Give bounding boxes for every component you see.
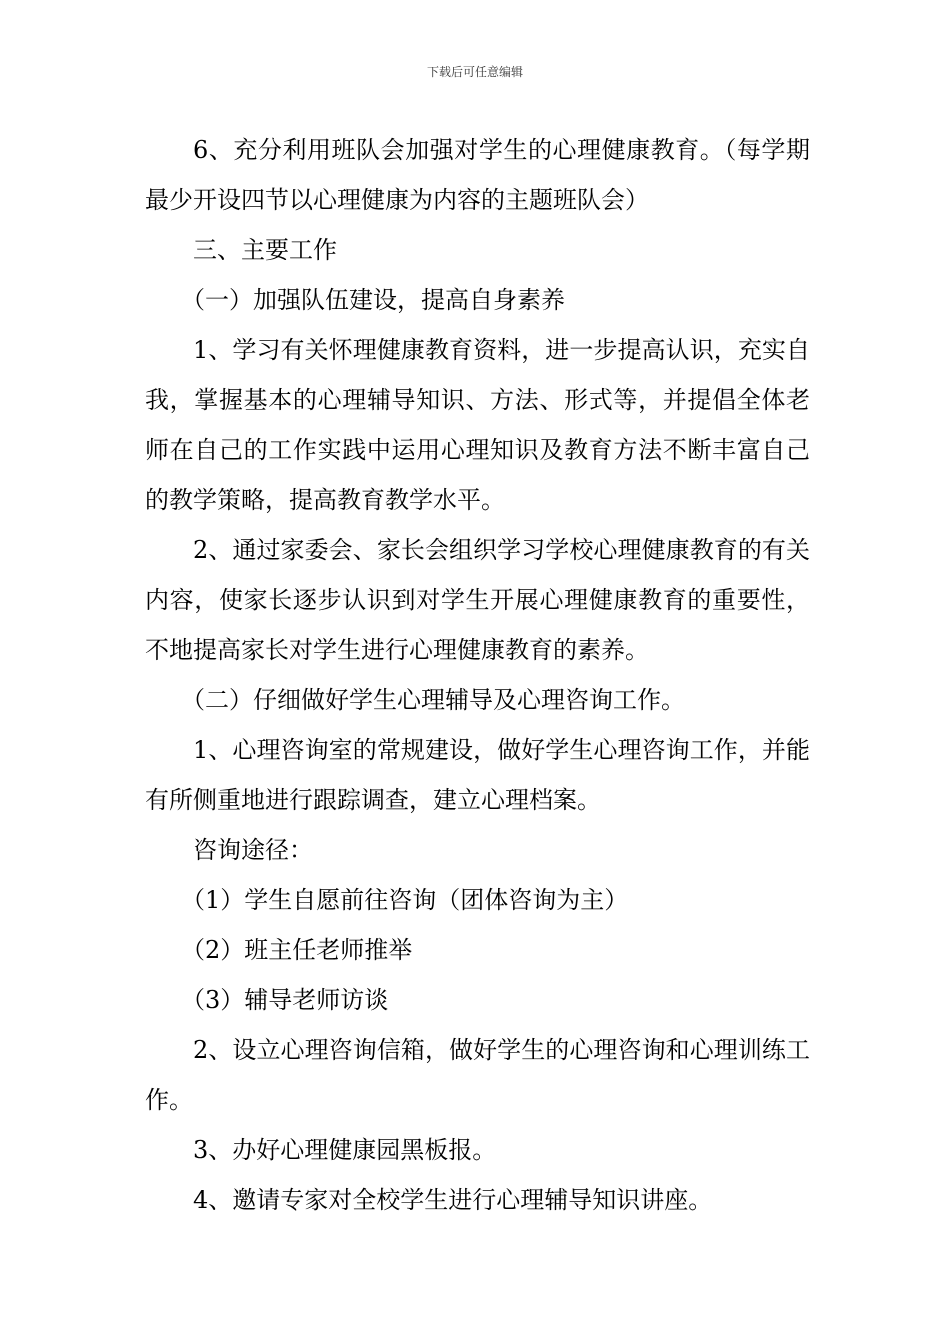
paragraph-expert-lecture: 4、邀请专家对全校学生进行心理辅导知识讲座。 (193, 1186, 713, 1214)
paragraph-parent-committee: 2、通过家委会、家长会组织学习学校心理健康教育的有关内容，使家长逐步认识到对学生开展心理健康教育的重要性，不地提高家长对学生进行心理健康教育的素养。 (145, 536, 810, 664)
subsection-heading-counseling-work: （二）仔细做好学生心理辅导及心理咨询工作。 (181, 686, 685, 714)
paragraph-counseling-channels-label: 咨询途径： (193, 836, 313, 864)
paragraph-blackboard: 3、办好心理健康园黑板报。 (193, 1136, 497, 1164)
paragraph-study-materials: 1、学习有关怀理健康教育资料，进一步提高认识，充实自我，掌握基本的心理辅导知识、方法、形式等，并提倡全体老师在自己的工作实践中运用心理知识及教育方法不断丰富自己的教学策略，提高教育教学水平。 (145, 336, 810, 514)
document-body (145, 125, 810, 1225)
section-heading-main-work: 三、主要工作 (193, 236, 337, 264)
page-header-note: 下载后可任意编辑 (426, 65, 523, 79)
paragraph-counseling-room: 1、心理咨询室的常规建设，做好学生心理咨询工作，并能有所侧重地进行跟踪调查，建立心理档案。 (145, 736, 810, 814)
list-item-voluntary-counseling: （1）学生自愿前往咨询（团体咨询为主） (181, 886, 629, 914)
list-item-counselor-interview: （3）辅导老师访谈 (181, 986, 389, 1014)
subsection-heading-team-building: （一）加强队伍建设，提高自身素养 (181, 286, 565, 314)
paragraph-counseling-mailbox: 2、设立心理咨询信箱，做好学生的心理咨询和心理训练工作。 (145, 1036, 810, 1114)
paragraph-item-6-class-meetings: 6、充分利用班队会加强对学生的心理健康教育。（每学期最少开设四节以心理健康为内容的主题班队会） (145, 136, 810, 214)
list-item-teacher-recommendation: （2）班主任老师推举 (181, 936, 413, 964)
